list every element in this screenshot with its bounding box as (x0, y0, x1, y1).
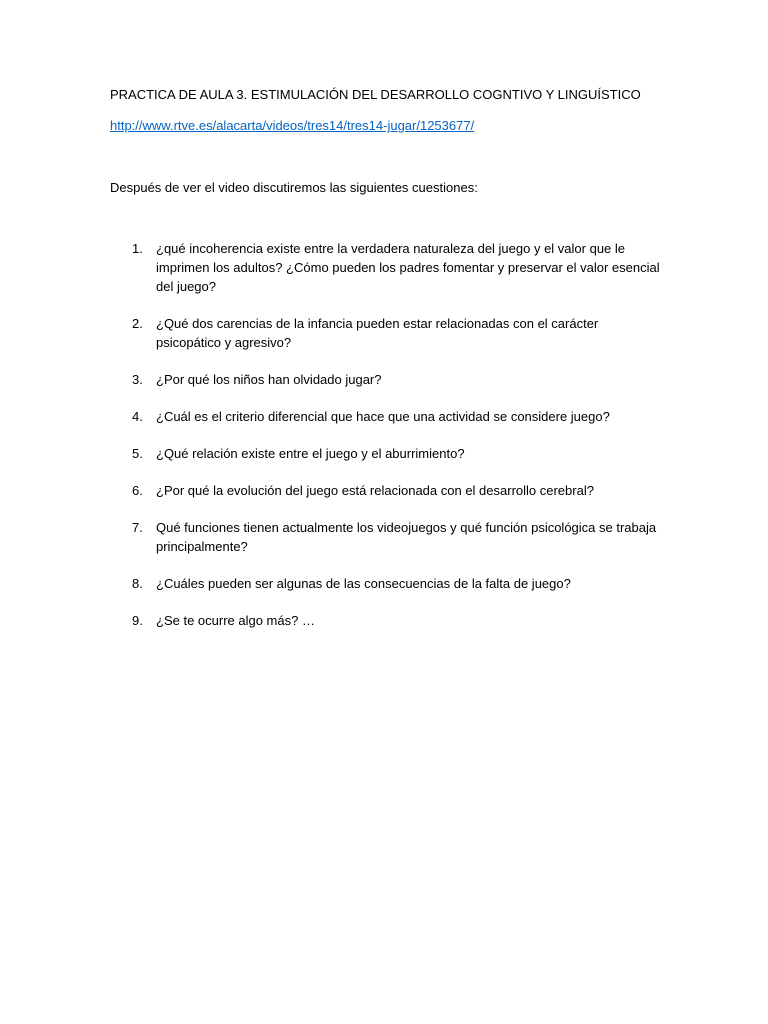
list-item (0, 611, 666, 630)
question-text: ¿qué incoherencia existe entre la verdadera naturaleza del juego y el valor que le imprimen los adultos? ¿Cómo pueden los padres fomentar y preservar el valor esencial del juego? (156, 241, 660, 294)
video-link[interactable]: http://www.rtve.es/alacarta/videos/tres14/tres14-jugar/1253677/ (110, 118, 475, 133)
list-item (0, 314, 666, 352)
list-number: 8. (132, 576, 143, 591)
list-item (0, 481, 666, 500)
list-item (0, 574, 666, 593)
list-item (0, 518, 666, 556)
list-number: 9. (132, 613, 143, 628)
list-number: 7. (132, 520, 143, 535)
list-number: 3. (132, 372, 143, 387)
list-number: 2. (132, 316, 143, 331)
list-item (0, 444, 666, 463)
list-item (0, 407, 666, 426)
intro-text: Después de ver el video discutiremos las siguientes cuestiones: (110, 180, 478, 195)
list-number: 1. (132, 241, 143, 256)
question-list (0, 239, 768, 648)
question-text: ¿Por qué la evolución del juego está relacionada con el desarrollo cerebral? (156, 483, 594, 498)
list-item (0, 239, 666, 296)
list-item (0, 370, 666, 389)
question-text: Qué funciones tienen actualmente los videojuegos y qué función psicológica se trabaja principalmente? (156, 520, 657, 554)
list-number: 6. (132, 483, 143, 498)
page-title: PRACTICA DE AULA 3. ESTIMULACIÓN DEL DESARROLLO COGNTIVO Y LINGUÍSTICO (110, 87, 641, 102)
question-text: ¿Por qué los niños han olvidado jugar? (156, 372, 382, 387)
question-text: ¿Qué dos carencias de la infancia pueden estar relacionadas con el carácter psicopático y agresivo? (156, 316, 599, 350)
list-number: 4. (132, 409, 143, 424)
question-text: ¿Se te ocurre algo más? … (156, 613, 315, 628)
question-text: ¿Cuáles pueden ser algunas de las consecuencias de la falta de juego? (156, 576, 571, 591)
question-text: ¿Cuál es el criterio diferencial que hace que una actividad se considere juego? (156, 409, 610, 424)
question-text: ¿Qué relación existe entre el juego y el aburrimiento? (156, 446, 465, 461)
list-number: 5. (132, 446, 143, 461)
